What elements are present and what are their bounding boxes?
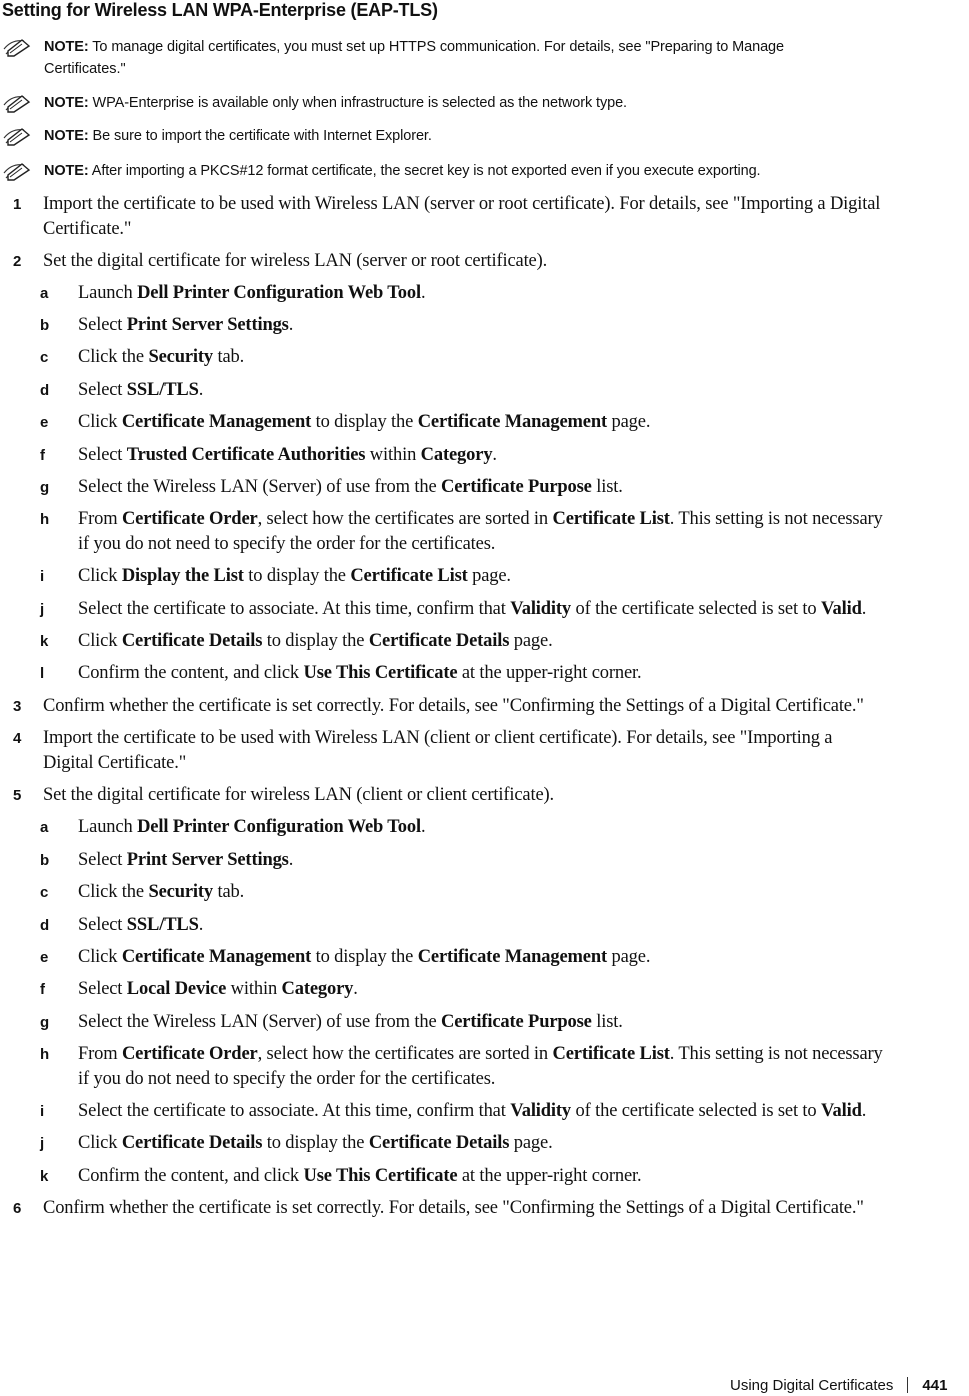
ui-term: Security	[148, 882, 213, 902]
step-number: 5	[13, 787, 22, 804]
substep-text: . This setting is not necessary	[669, 1044, 883, 1064]
substep-letter: f	[40, 447, 45, 464]
substep-text: Confirm the content, and click	[78, 663, 304, 683]
step-number: 2	[13, 253, 22, 270]
substep-text: to display the	[262, 631, 369, 651]
substep-text: Select the certificate to associate. At this time, confirm that	[78, 1101, 511, 1121]
substep-item	[38, 913, 968, 938]
substep-text: page.	[509, 1133, 553, 1153]
ui-term: Certificate Details	[368, 631, 510, 651]
substep-text: Select the Wireless LAN (Server) of use from the	[78, 477, 441, 497]
note-pencil-icon	[2, 126, 32, 146]
substep-item	[38, 977, 968, 1002]
substep-item	[38, 848, 968, 873]
note-pencil-icon	[2, 161, 32, 181]
footer-divider	[907, 1377, 908, 1393]
page-number: 441	[922, 1377, 948, 1394]
ui-term: Category	[420, 445, 493, 465]
substep-text: Click	[78, 1133, 122, 1153]
ui-term: Valid	[821, 1101, 862, 1121]
substep-text: Select	[78, 915, 127, 935]
ui-term: Trusted Certificate Authorities	[126, 445, 366, 465]
substep-letter: j	[40, 1135, 45, 1152]
substep-letter: e	[40, 414, 49, 431]
substep-item	[38, 1164, 968, 1189]
ui-term: SSL/TLS	[126, 380, 199, 400]
substep-text: to display the	[311, 947, 418, 967]
ui-term: Certificate Details	[368, 1133, 510, 1153]
ui-term: Dell Printer Configuration Web Tool	[137, 283, 421, 303]
substep-text: Select	[78, 850, 127, 870]
ui-term: Certificate Purpose	[441, 1012, 592, 1032]
substep-text: page.	[607, 412, 651, 432]
ui-term: Certificate Details	[121, 631, 263, 651]
substep-letter: i	[40, 1103, 45, 1120]
substep-item	[38, 443, 968, 468]
note-label: NOTE:	[44, 163, 89, 179]
substep-text: to display the	[262, 1133, 369, 1153]
ui-term: Certificate Management	[121, 947, 312, 967]
note-text: After importing a PKCS#12 format certificate, the secret key is not exported even if you execute exporting.	[91, 163, 761, 179]
ui-term: Certificate List	[552, 509, 670, 529]
ui-term: Valid	[821, 599, 862, 619]
substep-item	[38, 597, 968, 622]
ui-term: Certificate Management	[121, 412, 312, 432]
substep-letter: e	[40, 949, 49, 966]
substep-text: Click	[78, 947, 122, 967]
substep-text: . This setting is not necessary	[669, 509, 883, 529]
substep-text: Click	[78, 566, 122, 586]
substep-letter: j	[40, 601, 45, 618]
substep-text: , select how the certificates are sorted in	[257, 509, 553, 529]
substep-letter: g	[40, 479, 50, 496]
substep-text: .	[492, 445, 497, 465]
step-item	[10, 249, 968, 274]
note-text-cont: Certificates."	[44, 61, 126, 77]
step-item	[10, 694, 968, 719]
substep-item	[38, 661, 968, 686]
substep-text: , select how the certificates are sorted in	[257, 1044, 553, 1064]
substep-text-cont: if you do not need to specify the order for the certificates.	[78, 534, 496, 554]
substep-text: to display the	[311, 412, 418, 432]
substep-letter: c	[40, 884, 49, 901]
ui-term: Certificate Details	[121, 1133, 263, 1153]
substep-letter: a	[40, 285, 49, 302]
step-item	[10, 192, 968, 242]
ui-term: Use This Certificate	[303, 1166, 458, 1186]
ui-term: Certificate Purpose	[441, 477, 592, 497]
substep-item	[38, 880, 968, 905]
step-text: Confirm whether the certificate is set correctly. For details, see "Confirming the Settings of a Digital Certificate."	[43, 696, 864, 716]
section-title: Setting for Wireless LAN WPA-Enterprise (EAP-TLS)	[2, 0, 438, 20]
substep-item	[38, 629, 968, 654]
substep-letter: d	[40, 382, 50, 399]
substep-text: .	[288, 315, 294, 335]
substep-text: list.	[591, 477, 623, 497]
step-text: Set the digital certificate for wireless LAN (server or root certificate).	[43, 251, 548, 271]
note-pencil-icon	[2, 37, 32, 57]
substep-text: page.	[607, 947, 651, 967]
note	[2, 36, 962, 80]
note	[2, 125, 962, 147]
substep-text: page.	[467, 566, 511, 586]
substep-letter: h	[40, 511, 50, 528]
substep-text: tab.	[213, 347, 245, 367]
substep-item	[38, 475, 968, 500]
substep-item	[38, 564, 968, 589]
substep-text: Select	[78, 445, 127, 465]
substep-item	[38, 1042, 968, 1092]
substep-text: .	[420, 817, 426, 837]
substep-item	[38, 378, 968, 403]
substep-item	[38, 1099, 968, 1124]
ui-term: Certificate List	[350, 566, 468, 586]
substep-item	[38, 815, 968, 840]
substep-text-cont: if you do not need to specify the order for the certificates.	[78, 1069, 496, 1089]
ui-term: Print Server Settings	[126, 850, 289, 870]
substep-letter: i	[40, 568, 45, 585]
substep-letter: d	[40, 917, 50, 934]
substep-text: .	[198, 915, 204, 935]
note	[2, 160, 962, 182]
ui-term: Validity	[510, 1101, 572, 1121]
substep-item	[38, 945, 968, 970]
note	[2, 92, 962, 114]
substep-text: of the certificate selected is set to	[571, 1101, 821, 1121]
substep-text: .	[288, 850, 294, 870]
ui-term: Dell Printer Configuration Web Tool	[137, 817, 421, 837]
substep-text: Select the Wireless LAN (Server) of use from the	[78, 1012, 441, 1032]
substep-letter: f	[40, 981, 45, 998]
ui-term: Certificate List	[552, 1044, 670, 1064]
note-text: To manage digital certificates, you must set up HTTPS communication. For details, see "Preparing to Manage	[92, 39, 784, 55]
ui-term: Certificate Order	[121, 1044, 258, 1064]
substep-text: list.	[591, 1012, 623, 1032]
substep-text: within	[226, 979, 282, 999]
substep-text: .	[198, 380, 204, 400]
ui-term: SSL/TLS	[126, 915, 199, 935]
substep-text: at the upper-right corner.	[457, 1166, 642, 1186]
substep-letter: b	[40, 852, 50, 869]
step-item	[10, 726, 968, 776]
ui-term: Certificate Management	[417, 947, 608, 967]
ui-term: Print Server Settings	[126, 315, 289, 335]
note-label: NOTE:	[44, 95, 89, 111]
step-text: Import the certificate to be used with Wireless LAN (server or root certificate). For details, see "Importing a Digital	[43, 194, 881, 214]
ui-term: Use This Certificate	[303, 663, 458, 683]
substep-item	[38, 507, 968, 557]
substep-text: Click	[78, 412, 122, 432]
substep-text: Click	[78, 631, 122, 651]
substep-letter: g	[40, 1014, 50, 1031]
ui-term: Security	[148, 347, 213, 367]
substep-text: .	[420, 283, 426, 303]
substep-text: within	[365, 445, 421, 465]
substep-text: Launch	[78, 283, 138, 303]
note-text: WPA-Enterprise is available only when infrastructure is selected as the network type.	[92, 95, 627, 111]
step-number: 3	[13, 698, 22, 715]
substep-item	[38, 410, 968, 435]
substep-text: Click the	[78, 882, 149, 902]
substep-text: Select	[78, 315, 127, 335]
substep-item	[38, 345, 968, 370]
substep-text: From	[78, 509, 122, 529]
substep-letter: h	[40, 1046, 50, 1063]
substep-letter: k	[40, 1168, 49, 1185]
note-label: NOTE:	[44, 39, 89, 55]
ui-term: Validity	[510, 599, 572, 619]
ui-term: Certificate Management	[417, 412, 608, 432]
substep-text: Select	[78, 979, 127, 999]
step-number: 4	[13, 730, 22, 747]
footer-section-title: Using Digital Certificates	[730, 1377, 894, 1394]
substep-text: to display the	[243, 566, 351, 586]
substep-letter: a	[40, 819, 49, 836]
substep-item	[38, 281, 968, 306]
page-footer	[730, 1377, 947, 1394]
step-text: Set the digital certificate for wireless LAN (client or client certificate).	[43, 785, 554, 805]
ui-term: Category	[281, 979, 354, 999]
substep-text: page.	[509, 631, 553, 651]
substep-text: .	[861, 1101, 867, 1121]
step-text: Confirm whether the certificate is set correctly. For details, see "Confirming the Settings of a Digital Certificate."	[43, 1198, 864, 1218]
substep-text: From	[78, 1044, 122, 1064]
ui-term: Display the List	[121, 566, 244, 586]
step-item	[10, 783, 968, 808]
step-number: 1	[13, 196, 22, 213]
note-text: Be sure to import the certificate with Internet Explorer.	[92, 128, 432, 144]
substep-item	[38, 313, 968, 338]
note-label: NOTE:	[44, 128, 89, 144]
substep-text: Click the	[78, 347, 149, 367]
ui-term: Local Device	[126, 979, 227, 999]
substep-text: at the upper-right corner.	[457, 663, 642, 683]
substep-letter: k	[40, 633, 49, 650]
substep-text: Confirm the content, and click	[78, 1166, 304, 1186]
substep-text: Select the certificate to associate. At this time, confirm that	[78, 599, 511, 619]
step-text: Import the certificate to be used with Wireless LAN (client or client certificate). For details, see "Importing a	[43, 728, 833, 748]
step-number: 6	[13, 1200, 22, 1217]
substep-text: .	[353, 979, 358, 999]
step-text-cont: Certificate."	[43, 219, 132, 239]
substep-letter: l	[40, 665, 45, 682]
step-item	[10, 1196, 968, 1221]
substep-text: Launch	[78, 817, 138, 837]
substep-text: Select	[78, 380, 127, 400]
substep-item	[38, 1131, 968, 1156]
note-pencil-icon	[2, 93, 32, 113]
substep-item	[38, 1010, 968, 1035]
substep-letter: c	[40, 349, 49, 366]
substep-letter: b	[40, 317, 50, 334]
substep-text: .	[861, 599, 867, 619]
ui-term: Certificate Order	[121, 509, 258, 529]
step-text-cont: Digital Certificate."	[43, 753, 187, 773]
substep-text: of the certificate selected is set to	[571, 599, 821, 619]
substep-text: tab.	[213, 882, 245, 902]
